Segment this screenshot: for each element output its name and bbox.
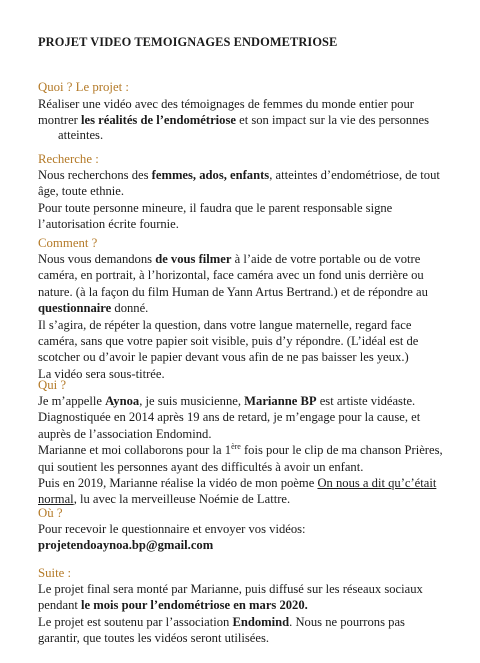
text-span: Le projet est soutenu par l’association <box>38 614 233 629</box>
text-span: Marianne et moi collaborons pour la 1 <box>38 443 232 458</box>
poem-title-link[interactable]: normal <box>38 492 74 507</box>
section-heading-comment: Comment ? <box>38 236 98 250</box>
text-span: . Nous ne pourrons pas <box>289 614 405 629</box>
text-span: donné. <box>111 301 149 316</box>
email-address[interactable]: projetendoaynoa.bp@gmail.com <box>38 538 214 553</box>
text-line: l’autorisation écrite fournie. <box>38 217 179 232</box>
text-line: Réaliser une vidéo avec des témoignages de femmes du monde entier pour <box>38 97 414 111</box>
text-span: est artiste vidéaste. <box>316 394 416 408</box>
text-line <box>38 442 458 458</box>
text-line: auprès de l’association Endomind. <box>38 426 212 441</box>
section-quoi <box>38 80 458 144</box>
text-line: Pour recevoir le questionnaire et envoyer vos vidéos: <box>38 522 306 536</box>
bold-text: Endomind <box>232 614 290 629</box>
text-line <box>38 393 458 409</box>
text-span: montrer <box>38 112 82 127</box>
bold-text: Marianne BP <box>244 394 317 408</box>
bold-text: les réalités de l’endométriose <box>81 112 236 127</box>
section-body-recherche <box>38 167 458 233</box>
text-line: garantir, que toutes les vidéos seront utilisées. <box>38 631 270 646</box>
section-heading-suite: Suite : <box>38 566 72 580</box>
section-comment <box>38 236 458 382</box>
text-line: âge, toute ethnie. <box>38 184 125 199</box>
text-line: nature. (à la façon du film Human de Yann Artus Bertrand.) et de répondre au <box>38 284 428 299</box>
text-line <box>38 597 458 613</box>
section-body-comment <box>38 251 458 382</box>
text-span: , atteintes d’endométriose, de tout <box>269 168 440 182</box>
text-span: , je suis musicienne, <box>139 394 245 408</box>
section-body-qui <box>38 393 458 508</box>
section-body-quoi <box>38 97 458 144</box>
text-span: Nous recherchons des <box>38 168 152 182</box>
text-line: caméra, en portrait, à l’horizontal, face caméra avec un fond unis derrière ou <box>38 268 424 283</box>
text-line: qui soutient les personnes ayant des difficultés à avoir un enfant. <box>38 459 364 474</box>
bold-text: femmes, ados, enfants <box>151 168 270 182</box>
text-span: , lu avec la merveilleuse Noémie de Lattre. <box>73 492 291 507</box>
section-heading-recherche: Recherche : <box>38 152 99 166</box>
section-heading-ou: Où ? <box>38 506 63 520</box>
bold-text: Aynoa <box>105 394 140 408</box>
text-line: caméra, sans que votre papier soit visible, puis d’y répondre. (L’idéal est de <box>38 334 419 349</box>
section-heading-qui: Qui ? <box>38 378 67 392</box>
text-line <box>38 614 458 630</box>
text-line <box>38 251 458 267</box>
bold-text: questionnaire <box>38 301 112 316</box>
text-line: Le projet final sera monté par Marianne, puis diffusé sur les réseaux sociaux <box>38 582 423 596</box>
text-span: Je m’appelle <box>38 394 106 408</box>
text-line: scotcher ou d’avoir le papier devant vous afin de ne pas baisser les yeux.) <box>38 350 409 365</box>
text-line: Il s’agira, de répéter la question, dans votre langue maternelle, regard face <box>38 317 412 332</box>
text-line: Diagnostiquée en 2014 après 19 ans de retard, je m’engage pour la cause, et <box>38 410 421 425</box>
section-suite <box>38 566 458 647</box>
text-line <box>38 300 458 316</box>
section-body-suite <box>38 581 458 647</box>
text-span: Nous vous demandons <box>38 252 156 266</box>
section-ou <box>38 506 458 554</box>
section-qui <box>38 378 458 508</box>
text-line: La vidéo sera sous-titrée. <box>38 366 165 381</box>
text-line <box>38 113 458 129</box>
section-heading-quoi: Quoi ? Le projet : <box>38 80 129 94</box>
text-line <box>38 475 458 491</box>
section-recherche <box>38 152 458 233</box>
section-body-ou <box>38 521 458 554</box>
text-span: fois pour le clip de ma chanson Prières, <box>240 443 443 458</box>
text-line: atteintes. <box>58 128 104 143</box>
text-span: pendant <box>38 598 82 613</box>
text-span: Puis en 2019, Marianne réalise la vidéo de mon poème <box>38 476 318 491</box>
document-title: PROJET VIDEO TEMOIGNAGES ENDOMETRIOSE <box>38 35 338 49</box>
superscript: ère <box>231 442 241 452</box>
bold-text: le mois pour l’endométriose en mars 2020. <box>81 598 308 613</box>
text-line <box>38 167 458 183</box>
text-span: et son impact sur la vie des personnes <box>235 112 430 127</box>
poem-title-link[interactable]: On nous a dit qu’c’était <box>317 476 437 491</box>
text-line: Pour toute personne mineure, il faudra que le parent responsable signe <box>38 200 393 215</box>
bold-text: de vous filmer <box>155 252 232 266</box>
text-span: à l’aide de votre portable ou de votre <box>231 252 421 266</box>
